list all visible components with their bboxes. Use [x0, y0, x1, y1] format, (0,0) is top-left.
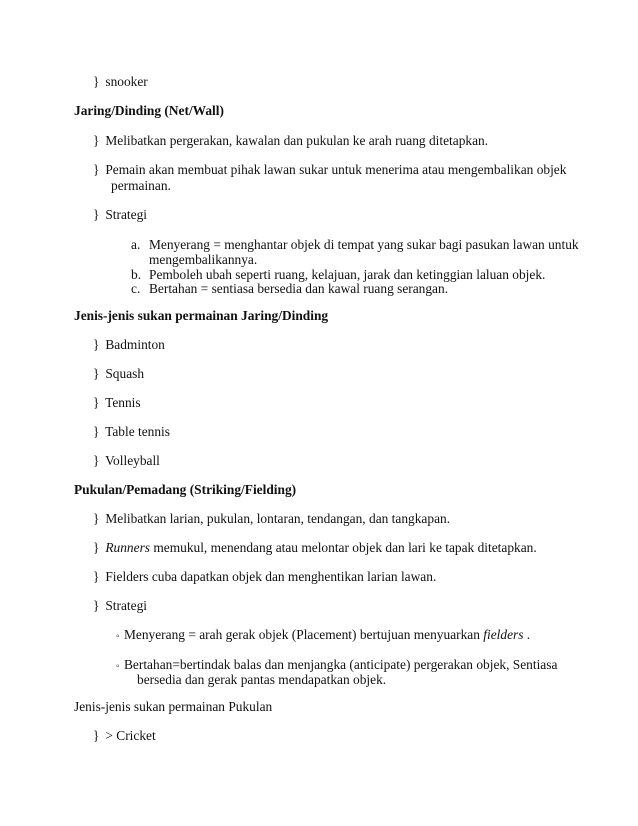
list-item: [93, 336, 165, 353]
section-heading: Pukulan/Pemadang (Striking/Fielding): [74, 482, 297, 497]
bullet-icon: }: [93, 511, 100, 526]
list-item-continuation: permainan.: [111, 178, 171, 193]
list-item-text: Melibatkan pergerakan, kawalan dan pukulan ke arah ruang ditetapkan.: [105, 133, 489, 148]
strategy-text-end: .: [523, 627, 531, 642]
bullet-icon: }: [93, 162, 100, 177]
list-item: [93, 727, 156, 744]
list-item: [93, 568, 436, 585]
bullet-icon: }: [93, 569, 100, 584]
list-item-text: > Cricket: [105, 728, 156, 743]
circle-bullet-icon: ◦: [116, 661, 120, 672]
bullet-icon: }: [93, 366, 100, 381]
strategy-text: Menyerang = arah gerak objek (Placement) bertujuan menyuarkan: [124, 627, 484, 642]
bullet-icon: }: [93, 207, 100, 222]
section-heading: Jaring/Dinding (Net/Wall): [74, 103, 224, 118]
strategy-text: Bertahan=bertindak balas dan menjangka (anticipate) pergerakan objek, Sentiasa: [124, 657, 558, 672]
list-item-text: Badminton: [105, 337, 165, 352]
bullet-icon: }: [93, 598, 100, 613]
list-item-text: Melibatkan larian, pukulan, lontaran, tendangan, dan tangkapan.: [105, 511, 451, 526]
list-item: [93, 597, 147, 614]
list-item: [93, 206, 147, 223]
section-heading: Jenis-jenis sukan permainan Jaring/Dinding: [74, 308, 329, 323]
list-item-text: Fielders cuba dapatkan objek dan menghentikan larian lawan.: [105, 569, 437, 584]
strategy-continuation: bersedia dan gerak pantas mendapatkan objek.: [137, 672, 387, 687]
section-heading: Jenis-jenis sukan permainan Pukulan: [74, 699, 273, 714]
bullet-icon: }: [93, 424, 100, 439]
list-item: [93, 452, 160, 469]
bullet-icon: }: [93, 540, 100, 555]
list-item: [93, 161, 566, 178]
list-item-text: Table tennis: [105, 424, 170, 439]
list-item: [93, 365, 144, 382]
bullet-icon: }: [93, 74, 100, 89]
list-marker: c.: [131, 281, 141, 296]
strategy-text: Menyerang = menghantar objek di tempat yang sukar bagi pasukan lawan untuk: [149, 237, 579, 252]
list-item: [93, 423, 170, 440]
list-marker: a.: [131, 237, 141, 252]
list-item-text: Tennis: [105, 395, 141, 410]
list-item-text: Strategi: [105, 207, 148, 222]
list-item-text: Pemain akan membuat pihak lawan sukar untuk menerima atau mengembalikan objek: [105, 162, 567, 177]
bullet-icon: }: [93, 728, 100, 743]
list-item: [93, 132, 488, 149]
list-item: [93, 73, 148, 90]
strategy-italic: fielders: [483, 627, 524, 642]
bullet-icon: }: [93, 453, 100, 468]
list-item: [93, 510, 450, 527]
strategy-text: Pemboleh ubah seperti ruang, kelajuan, jarak dan ketinggian laluan objek.: [149, 267, 546, 282]
strategy-continuation: mengembalikannya.: [149, 252, 258, 267]
bullet-icon: }: [93, 337, 100, 352]
list-item-text: snooker: [105, 74, 148, 89]
strategy-text: Bertahan = sentiasa bersedia dan kawal ruang serangan.: [149, 281, 449, 296]
list-item-text: Volleyball: [105, 453, 160, 468]
list-item: [93, 539, 537, 556]
list-item-text: memukul, menendang atau melontar objek dan lari ke tapak ditetapkan.: [150, 540, 537, 555]
strategy-item: [131, 280, 448, 297]
bullet-icon: }: [93, 133, 100, 148]
strategy-item: [116, 626, 530, 645]
bullet-icon: }: [93, 395, 100, 410]
list-item-text: Squash: [105, 366, 145, 381]
list-item: [93, 394, 141, 411]
circle-bullet-icon: ◦: [116, 631, 120, 642]
list-item-italic: Runners: [105, 540, 150, 555]
list-item-text: Strategi: [105, 598, 148, 613]
list-marker: b.: [131, 267, 142, 282]
